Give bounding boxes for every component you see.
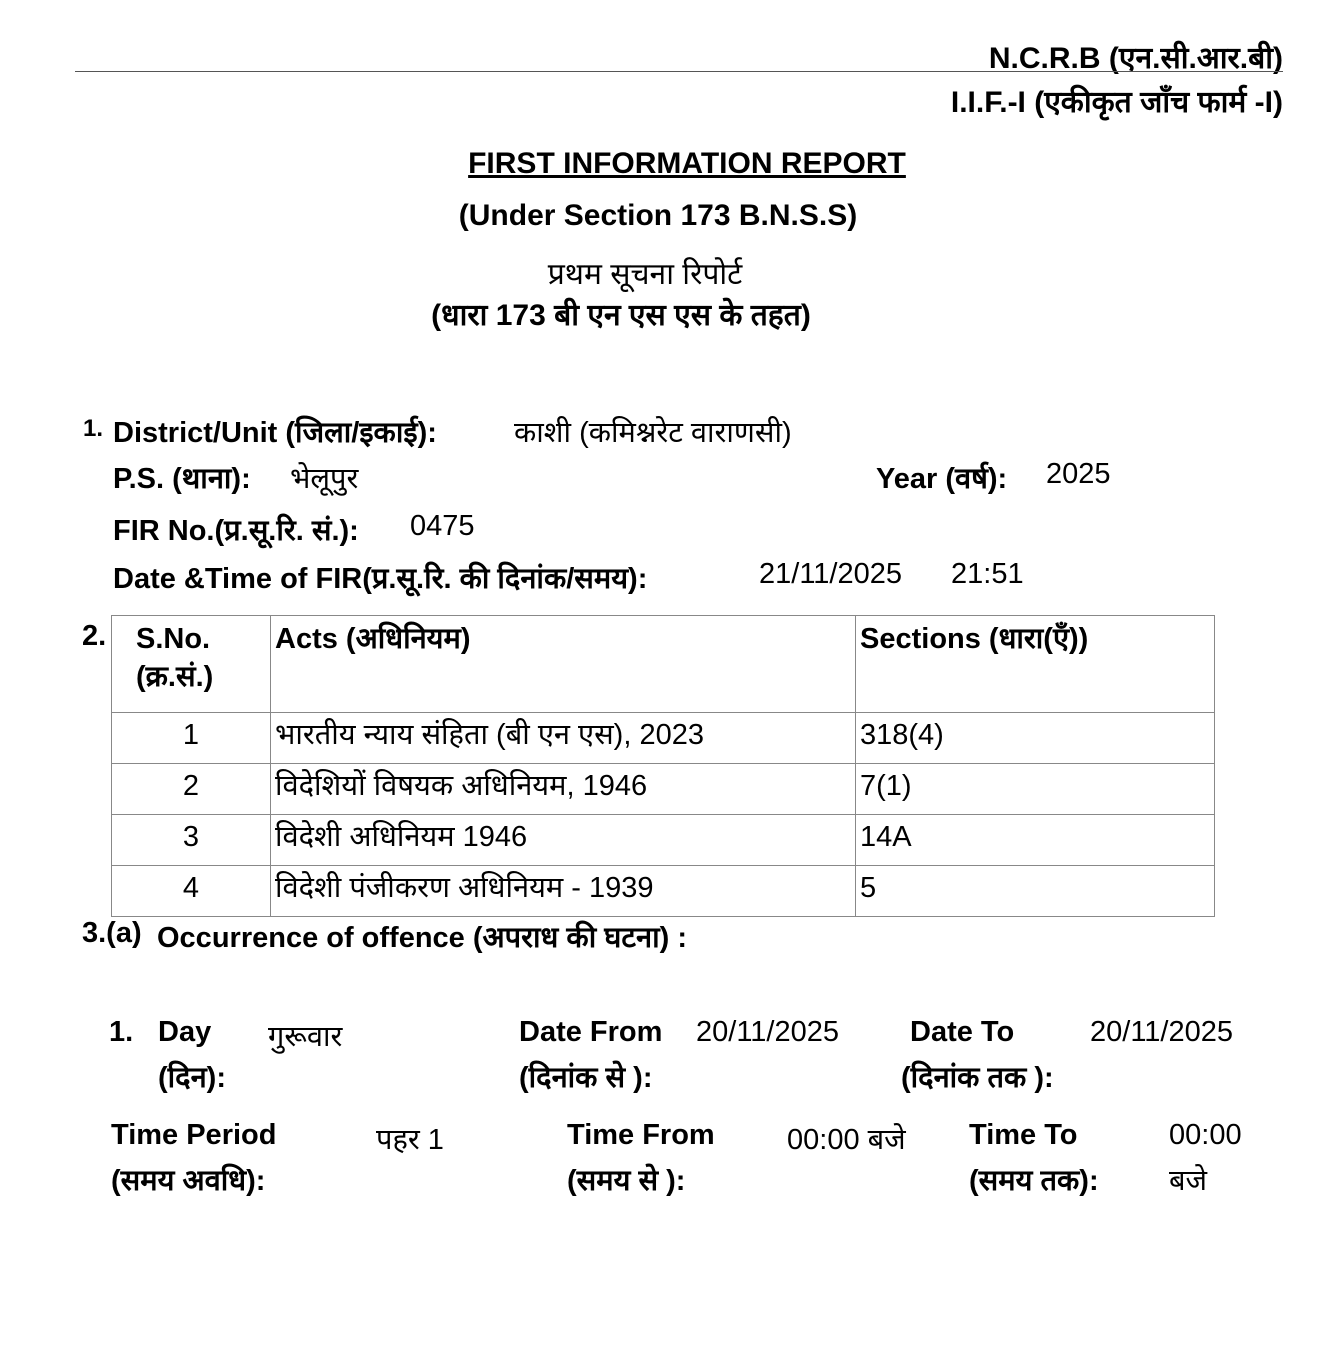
row-section: 5 bbox=[856, 866, 1215, 917]
section-3a-number: 3.(a) bbox=[82, 917, 142, 949]
occurrence-title: Occurrence of offence (अपराध की घटना) : bbox=[157, 922, 687, 954]
row-sno: 1 bbox=[112, 713, 271, 764]
date-from-value: 20/11/2025 bbox=[696, 1016, 839, 1048]
fir-no-label: FIR No.(प्र.सू.रि. सं.): bbox=[113, 515, 359, 547]
year-value: 2025 bbox=[1046, 458, 1111, 490]
row-sno: 3 bbox=[112, 815, 271, 866]
time-period-label-hindi: (समय अवधि): bbox=[111, 1165, 266, 1197]
time-to-value: 00:00 bbox=[1169, 1119, 1242, 1151]
report-section-hindi: (धारा 173 बी एन एस एस के तहत) bbox=[431, 299, 811, 332]
day-label-hindi: (दिन): bbox=[158, 1062, 226, 1094]
time-to-value-suffix: बजे bbox=[1169, 1165, 1208, 1197]
fir-time-value: 21:51 bbox=[951, 558, 1024, 590]
row-act: विदेशी अधिनियम 1946 bbox=[271, 815, 856, 866]
day-label: Day bbox=[158, 1016, 212, 1048]
ncrb-header: N.C.R.B (एन.सी.आर.बी) bbox=[988, 42, 1283, 75]
acts-table bbox=[111, 615, 1215, 917]
time-period-label: Time Period bbox=[111, 1119, 277, 1151]
fir-datetime-label: Date &Time of FIR(प्र.सू.रि. की दिनांक/समय): bbox=[113, 563, 648, 595]
sections-header: Sections (धारा(एँ)) bbox=[856, 616, 1215, 713]
time-to-label-hindi: (समय तक): bbox=[969, 1165, 1099, 1197]
ps-value: भेलूपुर bbox=[290, 463, 359, 495]
sno-header-hindi: (क्र.सं.) bbox=[136, 661, 214, 693]
section-2-number: 2. bbox=[82, 620, 107, 652]
date-from-label: Date From bbox=[519, 1016, 663, 1048]
row-act: विदेशियों विषयक अधिनियम, 1946 bbox=[271, 764, 856, 815]
report-title: FIRST INFORMATION REPORT bbox=[468, 147, 906, 180]
time-from-label-hindi: (समय से ): bbox=[567, 1165, 686, 1197]
sno-header-label: S.No. bbox=[136, 623, 211, 655]
table-row bbox=[112, 866, 1215, 917]
row-section: 318(4) bbox=[856, 713, 1215, 764]
row-sno: 4 bbox=[112, 866, 271, 917]
table-row bbox=[112, 815, 1215, 866]
table-row bbox=[112, 713, 1215, 764]
row-act: विदेशी पंजीकरण अधिनियम - 1939 bbox=[271, 866, 856, 917]
year-label: Year (वर्ष): bbox=[876, 463, 1008, 495]
occurrence-item-number: 1. bbox=[109, 1016, 134, 1048]
row-sno: 2 bbox=[112, 764, 271, 815]
time-from-label: Time From bbox=[567, 1119, 715, 1151]
time-to-label: Time To bbox=[969, 1119, 1078, 1151]
time-period-value: पहर 1 bbox=[376, 1124, 444, 1156]
district-label: District/Unit (जिला/इकाई): bbox=[113, 417, 437, 449]
fir-no-value: 0475 bbox=[410, 510, 475, 542]
table-row bbox=[112, 764, 1215, 815]
table-header-row bbox=[112, 616, 1215, 713]
report-title-hindi: प्रथम सूचना रिपोर्ट bbox=[547, 258, 743, 291]
district-value: काशी (कमिश्नरेट वाराणसी) bbox=[514, 417, 792, 449]
time-from-value: 00:00 बजे bbox=[787, 1124, 906, 1156]
row-section: 14A bbox=[856, 815, 1215, 866]
day-value: गुरूवार bbox=[268, 1021, 343, 1053]
fir-date-value: 21/11/2025 bbox=[759, 558, 902, 590]
date-to-label-hindi: (दिनांक तक ): bbox=[901, 1062, 1054, 1094]
ps-label: P.S. (थाना): bbox=[113, 463, 251, 495]
iif-header: I.I.F.-I (एकीकृत जाँच फार्म -I) bbox=[950, 86, 1283, 119]
row-section: 7(1) bbox=[856, 764, 1215, 815]
acts-header: Acts (अधिनियम) bbox=[271, 616, 856, 713]
report-section: (Under Section 173 B.N.S.S) bbox=[458, 199, 858, 232]
date-to-value: 20/11/2025 bbox=[1090, 1016, 1233, 1048]
date-to-label: Date To bbox=[910, 1016, 1015, 1048]
date-from-label-hindi: (दिनांक से ): bbox=[519, 1062, 653, 1094]
header-divider bbox=[75, 71, 1283, 72]
sno-header bbox=[112, 616, 271, 713]
row-act: भारतीय न्याय संहिता (बी एन एस), 2023 bbox=[271, 713, 856, 764]
section-1-number: 1. bbox=[83, 415, 104, 442]
